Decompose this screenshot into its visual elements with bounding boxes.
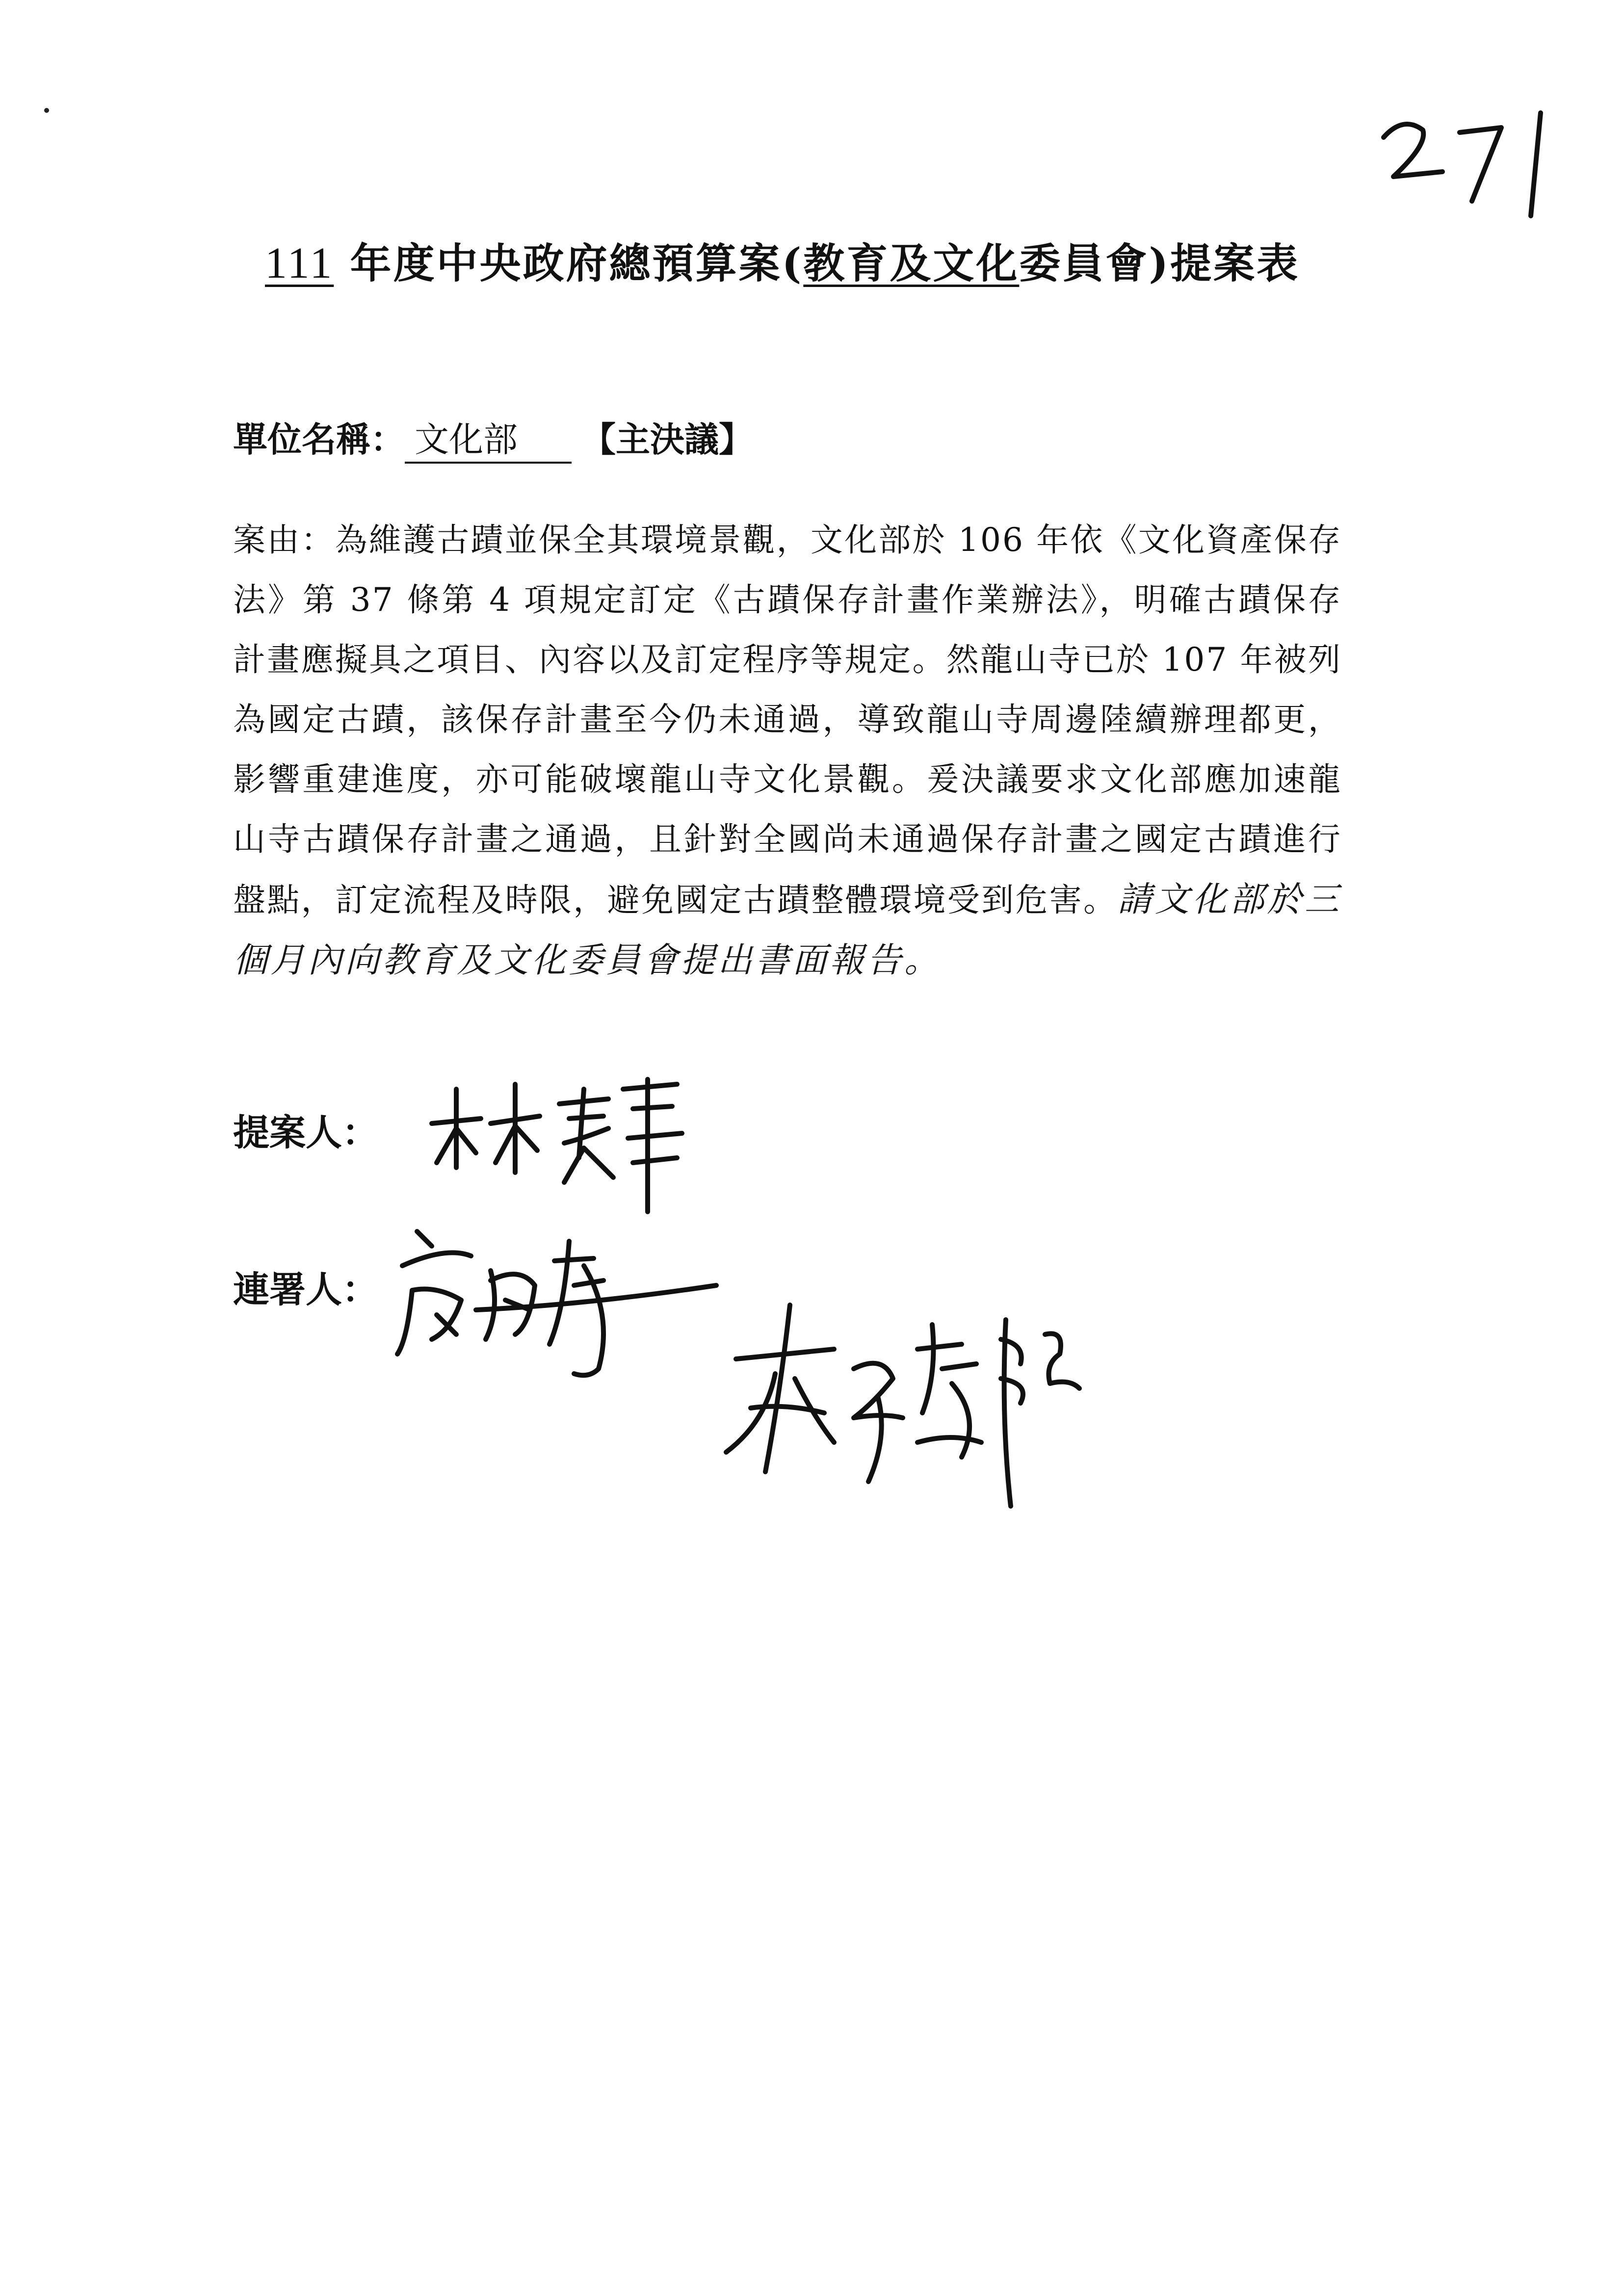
title-part2: 委員會)提案表 xyxy=(1019,239,1300,287)
unit-row xyxy=(233,412,753,466)
scan-speck xyxy=(44,108,49,113)
page-number xyxy=(1374,103,1570,231)
proposer-signature xyxy=(422,1070,697,1217)
unit-department: 文化部 xyxy=(405,412,572,464)
title-committee: 教育及文化 xyxy=(803,239,1020,287)
title-part1: 年度中央政府總預算案( xyxy=(334,239,804,287)
cosigner-label: 連署人： xyxy=(233,1269,378,1311)
proposal-type: 【主決議】 xyxy=(581,419,753,460)
page-number-handwriting xyxy=(1374,103,1570,231)
unit-label: 單位名稱： xyxy=(233,419,405,460)
title-year: 111 xyxy=(265,239,334,287)
proposer-label: 提案人： xyxy=(233,1112,378,1154)
page-title xyxy=(265,231,1393,294)
proposal-body xyxy=(233,510,1342,991)
proposal-text: 案由：為維護古蹟並保全其環境景觀，文化部於 106 年依《文化資產保存法》第 37 條第 4 項規定訂定《古蹟保存計畫作業辦法》，明確古蹟保存計畫應擬具之項目、內容以及訂定程序等規定。然龍山寺已於 107 年被列為國定古蹟，該保存計畫至今仍未通過，導致龍山寺周邊陸續辦理都更，影響重建進度，亦可能破壞龍山寺文化景觀。爰決議要求文化部應加速龍山寺古蹟保存計畫之通過，且針對全國尚未通過保存計畫之國定古蹟進行盤點，訂定流程及時限，避免國定古蹟整體環境受到危害。 xyxy=(233,521,1342,919)
handwritten-addition: 請文化部於三個月內向教育及文化委員會提出書面報告。 xyxy=(233,879,1342,980)
cosigner-signature-1 xyxy=(388,1212,721,1398)
cosigner-signature-2 xyxy=(707,1295,1109,1511)
